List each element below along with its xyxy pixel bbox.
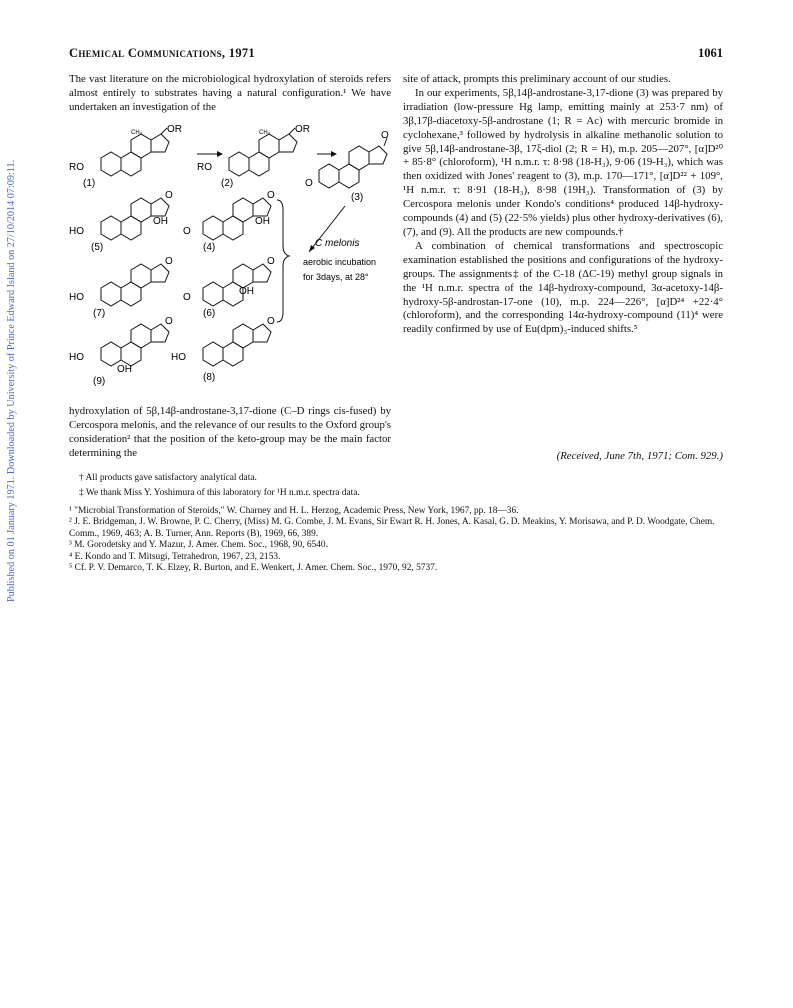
received-date: (Received, June 7th, 1971; Com. 929.) [556,450,723,462]
group-label: O [267,316,275,327]
conditions-label: for 3days, at 28° [303,272,369,282]
download-watermark: Published on 01 January 1971. Downloaded by University of Prince Edward Island on 27/10/2014 07:09:11. [6,159,17,602]
group-label: OH [117,364,132,375]
page-number: 1061 [698,46,723,60]
group-label: O [183,292,191,303]
body-text: A combination of chemical transformations and spectroscopic examination established the positions and configurations of the hydroxy-groups. The assignments‡ of the C-18 (ΔC-19) methyl group signals in the ¹H n.m.r. spectra of the 14β-hydroxy-compound, 3α-acetoxy-14β-hydroxy-5β-androstan-17-one (10), m.p. 224—226°, [α]D²⁴ +22·4° (chloroform), and the corresponding 14α-hydroxy-compound (11)⁴ were readily confirmed by use of Eu(dpm)₃-induced shifts.⁵ [403,239,723,336]
group-label: OH [153,216,168,227]
group-label: O [267,190,275,201]
footnotes [69,469,729,500]
group-label: O [165,256,173,267]
compound-label-9: (9) [93,376,106,387]
body-text: hydroxylation of 5β,14β-androstane-3,17-dione (C–D rings cis-fused) by Cercospora melonis, and the relevance of our results to the Oxford group's consideration² that the position of the keto-group may be the main factor determining the [69,405,391,459]
group-label: HO [171,352,186,363]
compound-label-1: (1) [83,178,96,189]
compound-1-structure [69,124,182,189]
right-column [403,73,723,337]
group-label: O [381,130,389,141]
group-label: HO [69,352,84,363]
product-brace [277,200,289,322]
reference-item: ⁵ Cf. P. V. Demarco, T. K. Elzey, R. Burton, and E. Wenkert, J. Amer. Chem. Soc., 1970, 92, 5737. [69,563,438,574]
group-label: CH₃ [131,130,143,136]
compound-label-5: (5) [91,242,104,253]
organism-label: C melonis [315,238,360,249]
compound-4-structure [183,190,275,253]
group-label: OR [295,124,310,135]
body-text: In our experiments, 5β,14β-androstane-3,17-dione (3) was prepared by irradiation (low-pressure Hg lamp, emitting mainly at 253·7 nm) of 3β,17β-diacetoxy-5β-androstane (1; R = Ac) with mercuric bromide in cyclohexane,³ followed by hydrolysis in alkaline methanolic solution to give 5β,14β-androstane-3β, 17ξ-diol (2; R = H), m.p. 205—207°, [α]D²⁰ + 85·8° (chloroform), ¹H n.m.r. τ: 8·98 (18-H₃), 9·06 (19-H₃), which was then oxidized with Jones' reagent to (3), m.p. 170—171°, [α]D²² + 109°, ¹H n.m.r. τ: 8·91 (18-H₃), 8·98 (19H₃). Transformation of (3) by Cercospora melonis under Kondo's conditions⁴ produced 14β-hydroxy-compounds (4) and (5) (22·5% yields) plus other hydroxy-derivatives (6), (7), and (9). All the products are new compounds.† [403,86,723,238]
group-label: O [165,316,173,327]
steroid-scheme-figure [69,124,391,394]
footnote: ‡ We thank Miss Y. Yoshimura of this laboratory for ¹H n.m.r. spectra data. [79,488,360,499]
group-label: HO [69,292,84,303]
reference-item: ² J. E. Bridgeman, J. W. Browne, P. C. Cherry, (Miss) M. G. Combe, J. M. Evans, Sir Ewart R. H. Jones, A. Kasal, G. D. Meakins, Y. Morisawa, and P. D. Woodgate, Chem. Comm., 1969, 463; A. B. Turner, Ann. Reports (B), 1969, 66, 389. [69,517,715,539]
group-label: OH [239,286,254,297]
arrowhead [217,151,223,157]
group-label: O [165,190,173,201]
group-label: OH [255,216,270,227]
compound-9-structure [69,316,173,387]
compound-5-structure [69,190,173,253]
references [69,506,729,574]
journal-running-head: Chemical Communications, 1971 [69,46,255,60]
compound-8-structure [171,316,275,383]
group-label: OR [167,124,182,135]
intro-paragraph [69,73,391,115]
footnote: † All products gave satisfactory analytical data. [79,473,257,483]
compound-label-6: (6) [203,308,216,319]
group-label: RO [69,162,84,173]
compound-label-7: (7) [93,308,106,319]
compound-3-structure [305,130,389,203]
group-label: RO [197,162,212,173]
compound-7-structure [69,256,173,319]
left-column-continuation [69,405,391,461]
compound-label-2: (2) [221,178,234,189]
compound-label-4: (4) [203,242,216,253]
arrowhead [331,151,337,157]
compound-6-structure [183,256,275,319]
compound-label-8: (8) [203,372,216,383]
reference-item: ⁴ E. Kondo and T. Mitsugi, Tetrahedron, 1967, 23, 2153. [69,551,281,562]
conditions-label: aerobic incubation [303,257,377,267]
group-label: HO [69,226,84,237]
reference-item: ¹ "Microbial Transformation of Steroids," W. Charney and H. L. Herzog, Academic Press, New York, 1967, pp. 18—36. [69,506,519,516]
compound-2-structure [197,124,310,189]
intro-text: The vast literature on the microbiological hydroxylation of steroids refers almost entirely to substrates having a natural configuration.¹ We have undertaken an investigation of the [69,73,391,113]
group-label: O [305,178,313,189]
group-label: CH₃ [259,130,271,136]
body-text: site of attack, prompts this preliminary account of our studies. [403,73,671,85]
group-label: O [183,226,191,237]
reference-item: ³ M. Gorodetsky and Y. Mazur, J. Amer. Chem. Soc., 1968, 90, 6540. [69,540,328,551]
compound-label-3: (3) [351,192,364,203]
group-label: O [267,256,275,267]
